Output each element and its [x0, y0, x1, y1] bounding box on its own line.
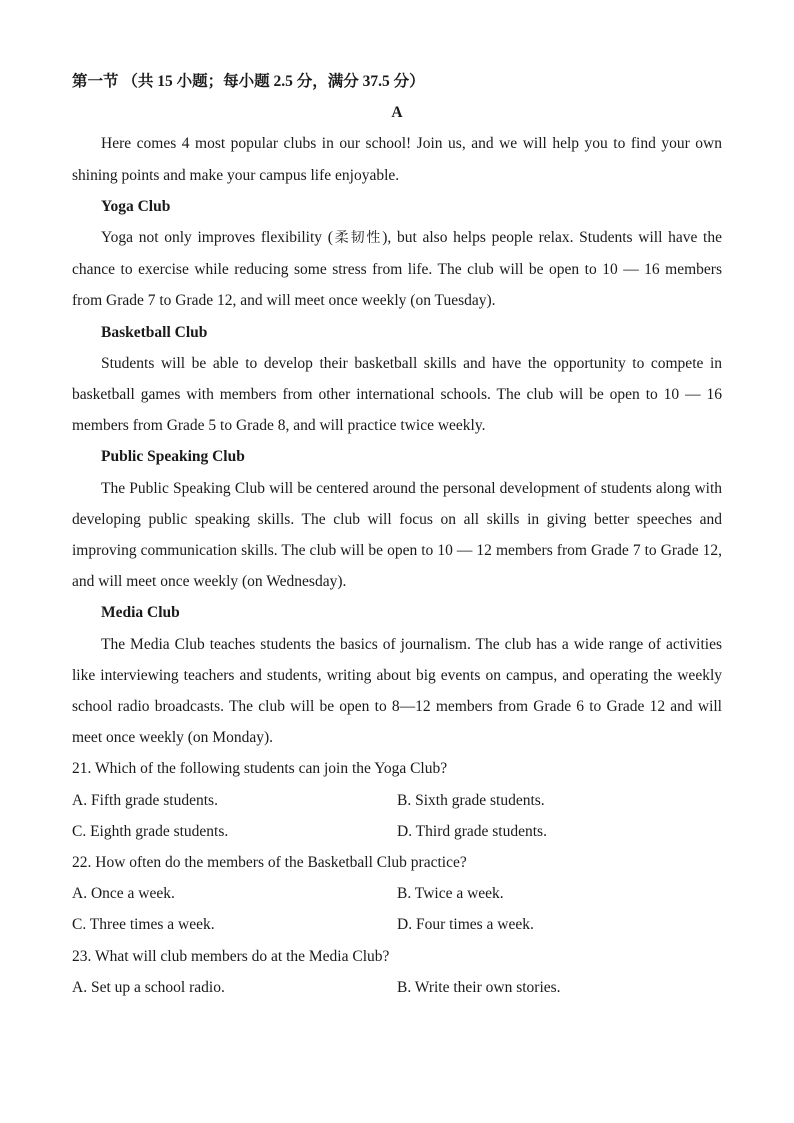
club-title-media: Media Club: [101, 604, 180, 622]
club-text-yoga: [72, 222, 722, 317]
yoga-text-after: ), but also helps people relax. Students will have the chance to exercise while reducing some stress from life. The club will be open to 10 — 16 members from Grade 7 to Grade 12, and will meet once weekly (on Tuesday).: [72, 229, 722, 310]
option: D. Four times a week.: [397, 916, 534, 934]
option: C. Three times a week.: [72, 916, 215, 934]
question-stem: 23. What will club members do at the Media Club?: [72, 947, 390, 965]
option-row: [72, 816, 722, 847]
club-text-media: The Media Club teaches students the basics of journalism. The club has a wide range of activities like interviewing teachers and students, writing about big events on campus, and operating the weekly school radio broadcasts. The club will be open to 8—12 members from Grade 6 to Grade 12 and will meet once weekly (on Monday).: [72, 635, 722, 747]
club-text-public-speaking: The Public Speaking Club will be centered around the personal development of students along with developing public speaking skills. The club will focus on all skills in giving better speeches and improving communication skills. The club will be open to 10 — 12 members from Grade 7 to Grade 12, and will meet once weekly (on Wednesday).: [72, 479, 722, 591]
option: B. Sixth grade students.: [397, 791, 545, 809]
option: A. Set up a school radio.: [72, 978, 225, 996]
chinese-gloss: 柔韧性: [332, 230, 383, 247]
option-row: [72, 785, 722, 816]
yoga-text-before: Yoga not only improves flexibility (: [101, 229, 333, 247]
option-row: [72, 909, 722, 940]
exam-page: [72, 66, 722, 1003]
club-title-public-speaking: Public Speaking Club: [101, 448, 245, 466]
option-row: [72, 972, 722, 1003]
option: B. Write their own stories.: [397, 978, 561, 996]
question-stem: 21. Which of the following students can join the Yoga Club?: [72, 760, 448, 778]
option-row: [72, 878, 722, 909]
club-title-yoga: Yoga Club: [101, 197, 171, 215]
question-stem: 22. How often do the members of the Basketball Club practice?: [72, 854, 467, 872]
option: C. Eighth grade students.: [72, 822, 229, 840]
option: B. Twice a week.: [397, 885, 504, 903]
option: A. Fifth grade students.: [72, 791, 218, 809]
intro-paragraph: Here comes 4 most popular clubs in our school! Join us, and we will help you to find your own shining points and make your campus life enjoyable.: [72, 135, 722, 184]
club-text-basketball: Students will be able to develop their basketball skills and have the opportunity to compete in basketball games with members from other international schools. The club will be open to 10 — 16 members from Grade 5 to Grade 8, and will practice twice weekly.: [72, 354, 722, 435]
option: D. Third grade students.: [397, 822, 547, 840]
section-header: 第一节 （共 15 小题；每小题 2.5 分，满分 37.5 分）: [72, 73, 425, 90]
club-title-basketball: Basketball Club: [101, 323, 208, 341]
passage-letter: A: [391, 104, 403, 122]
option: A. Once a week.: [72, 885, 175, 903]
